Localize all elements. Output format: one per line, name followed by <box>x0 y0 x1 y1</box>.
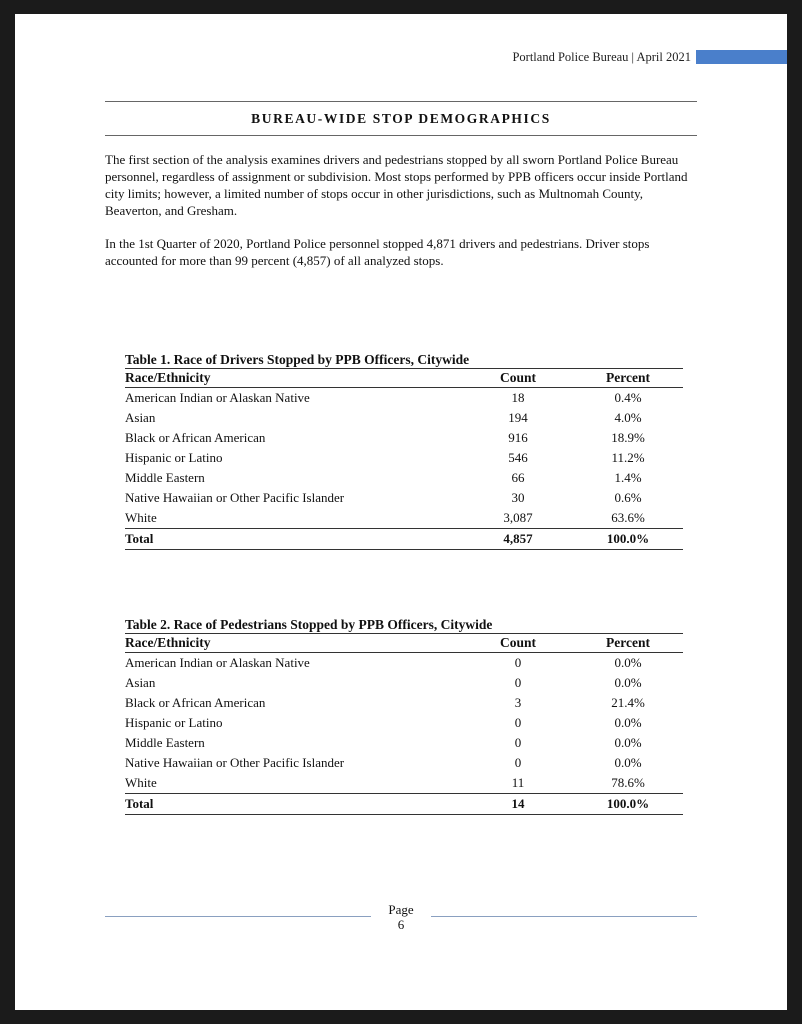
table-row <box>125 448 683 468</box>
running-header: Portland Police Bureau | April 2021 <box>512 50 691 64</box>
table-header-row <box>125 369 683 388</box>
cell-race: Native Hawaiian or Other Pacific Islander <box>125 755 345 770</box>
cell-race: Black or African American <box>125 695 266 710</box>
document-page <box>15 14 787 1010</box>
total-label: Total <box>125 529 463 550</box>
cell-percent: 0.0% <box>614 755 642 770</box>
column-header-count: Count <box>463 369 573 388</box>
cell-count: 0 <box>514 675 522 690</box>
cell-count: 0 <box>514 735 522 750</box>
table-row <box>125 733 683 753</box>
summary-paragraph: In the 1st Quarter of 2020, Portland Police personnel stopped 4,871 drivers and pedestrians. Driver stops accounted for more than 99 percent (4,857) of all analyzed stops. <box>105 236 650 268</box>
cell-count: 0 <box>514 755 522 770</box>
table-caption: Table 2. Race of Pedestrians Stopped by PPB Officers, Citywide <box>125 617 493 632</box>
footer-rule-left <box>105 916 371 917</box>
cell-race: Hispanic or Latino <box>125 450 223 465</box>
table-caption: Table 1. Race of Drivers Stopped by PPB Officers, Citywide <box>125 352 470 367</box>
cell-race: Native Hawaiian or Other Pacific Islander <box>125 490 345 505</box>
table-row <box>125 773 683 794</box>
cell-percent: 4.0% <box>614 410 642 425</box>
cell-percent: 0.0% <box>614 655 642 670</box>
intro-paragraph: The first section of the analysis examines drivers and pedestrians stopped by all sworn Portland Police Bureau personnel, regardless of assignment or subdivision. Most stops performed by PPB officers occur inside Portland city limits; however, a limited number of stops occur in other jurisdictions, such as Multnomah County, Beaverton, and Gresham. <box>105 152 688 218</box>
total-count: 14 <box>463 794 573 815</box>
data-table <box>125 368 683 550</box>
page-number <box>375 902 427 932</box>
table-row <box>125 408 683 428</box>
page-number-value: 6 <box>397 917 405 932</box>
page-label: Page <box>388 902 414 917</box>
cell-percent: 78.6% <box>611 775 645 790</box>
cell-count: 0 <box>514 655 522 670</box>
column-header-count: Count <box>463 634 573 653</box>
table-total-row <box>125 529 683 550</box>
column-header-percent: Percent <box>573 634 683 653</box>
cell-percent: 63.6% <box>611 510 645 525</box>
table-row <box>125 428 683 448</box>
footer-rule-right <box>431 916 697 917</box>
column-header-race: Race/Ethnicity <box>125 369 463 388</box>
cell-percent: 0.0% <box>614 715 642 730</box>
cell-percent: 1.4% <box>614 470 642 485</box>
table-total-row <box>125 794 683 815</box>
column-header-race: Race/Ethnicity <box>125 634 463 653</box>
section-title: BUREAU-WIDE STOP DEMOGRAPHICS <box>251 111 551 126</box>
table-row <box>125 653 683 674</box>
cell-percent: 18.9% <box>611 430 645 445</box>
total-label: Total <box>125 794 463 815</box>
cell-race: Middle Eastern <box>125 735 205 750</box>
cell-percent: 11.2% <box>611 450 645 465</box>
cell-count: 66 <box>511 470 525 485</box>
cell-count: 18 <box>511 390 525 405</box>
table-drivers <box>125 352 683 550</box>
table-row <box>125 693 683 713</box>
cell-race: Hispanic or Latino <box>125 715 223 730</box>
cell-race: Asian <box>125 675 156 690</box>
table-row <box>125 488 683 508</box>
cell-count: 3 <box>514 695 522 710</box>
cell-count: 546 <box>508 450 528 465</box>
cell-count: 3,087 <box>503 510 533 525</box>
cell-percent: 0.4% <box>614 390 642 405</box>
title-bottom-rule <box>105 135 697 136</box>
cell-race: Asian <box>125 410 156 425</box>
total-count: 4,857 <box>463 529 573 550</box>
cell-percent: 0.6% <box>614 490 642 505</box>
table-row <box>125 468 683 488</box>
header-accent-bar <box>696 50 787 64</box>
table-header-row <box>125 634 683 653</box>
table-row <box>125 753 683 773</box>
cell-count: 194 <box>508 410 528 425</box>
column-header-percent: Percent <box>573 369 683 388</box>
table-pedestrians <box>125 617 683 815</box>
total-percent: 100.0% <box>573 794 683 815</box>
cell-percent: 21.4% <box>611 695 645 710</box>
data-table <box>125 633 683 815</box>
cell-race: American Indian or Alaskan Native <box>125 390 310 405</box>
cell-count: 916 <box>508 430 528 445</box>
table-row <box>125 388 683 409</box>
cell-race: American Indian or Alaskan Native <box>125 655 310 670</box>
table-row <box>125 713 683 733</box>
cell-race: White <box>125 510 157 525</box>
title-top-rule <box>105 101 697 102</box>
table-row <box>125 673 683 693</box>
cell-percent: 0.0% <box>614 675 642 690</box>
cell-percent: 0.0% <box>614 735 642 750</box>
cell-race: White <box>125 775 157 790</box>
table-row <box>125 508 683 529</box>
cell-count: 0 <box>514 715 522 730</box>
cell-count: 30 <box>511 490 525 505</box>
total-percent: 100.0% <box>573 529 683 550</box>
cell-race: Middle Eastern <box>125 470 205 485</box>
cell-race: Black or African American <box>125 430 266 445</box>
cell-count: 11 <box>511 775 525 790</box>
